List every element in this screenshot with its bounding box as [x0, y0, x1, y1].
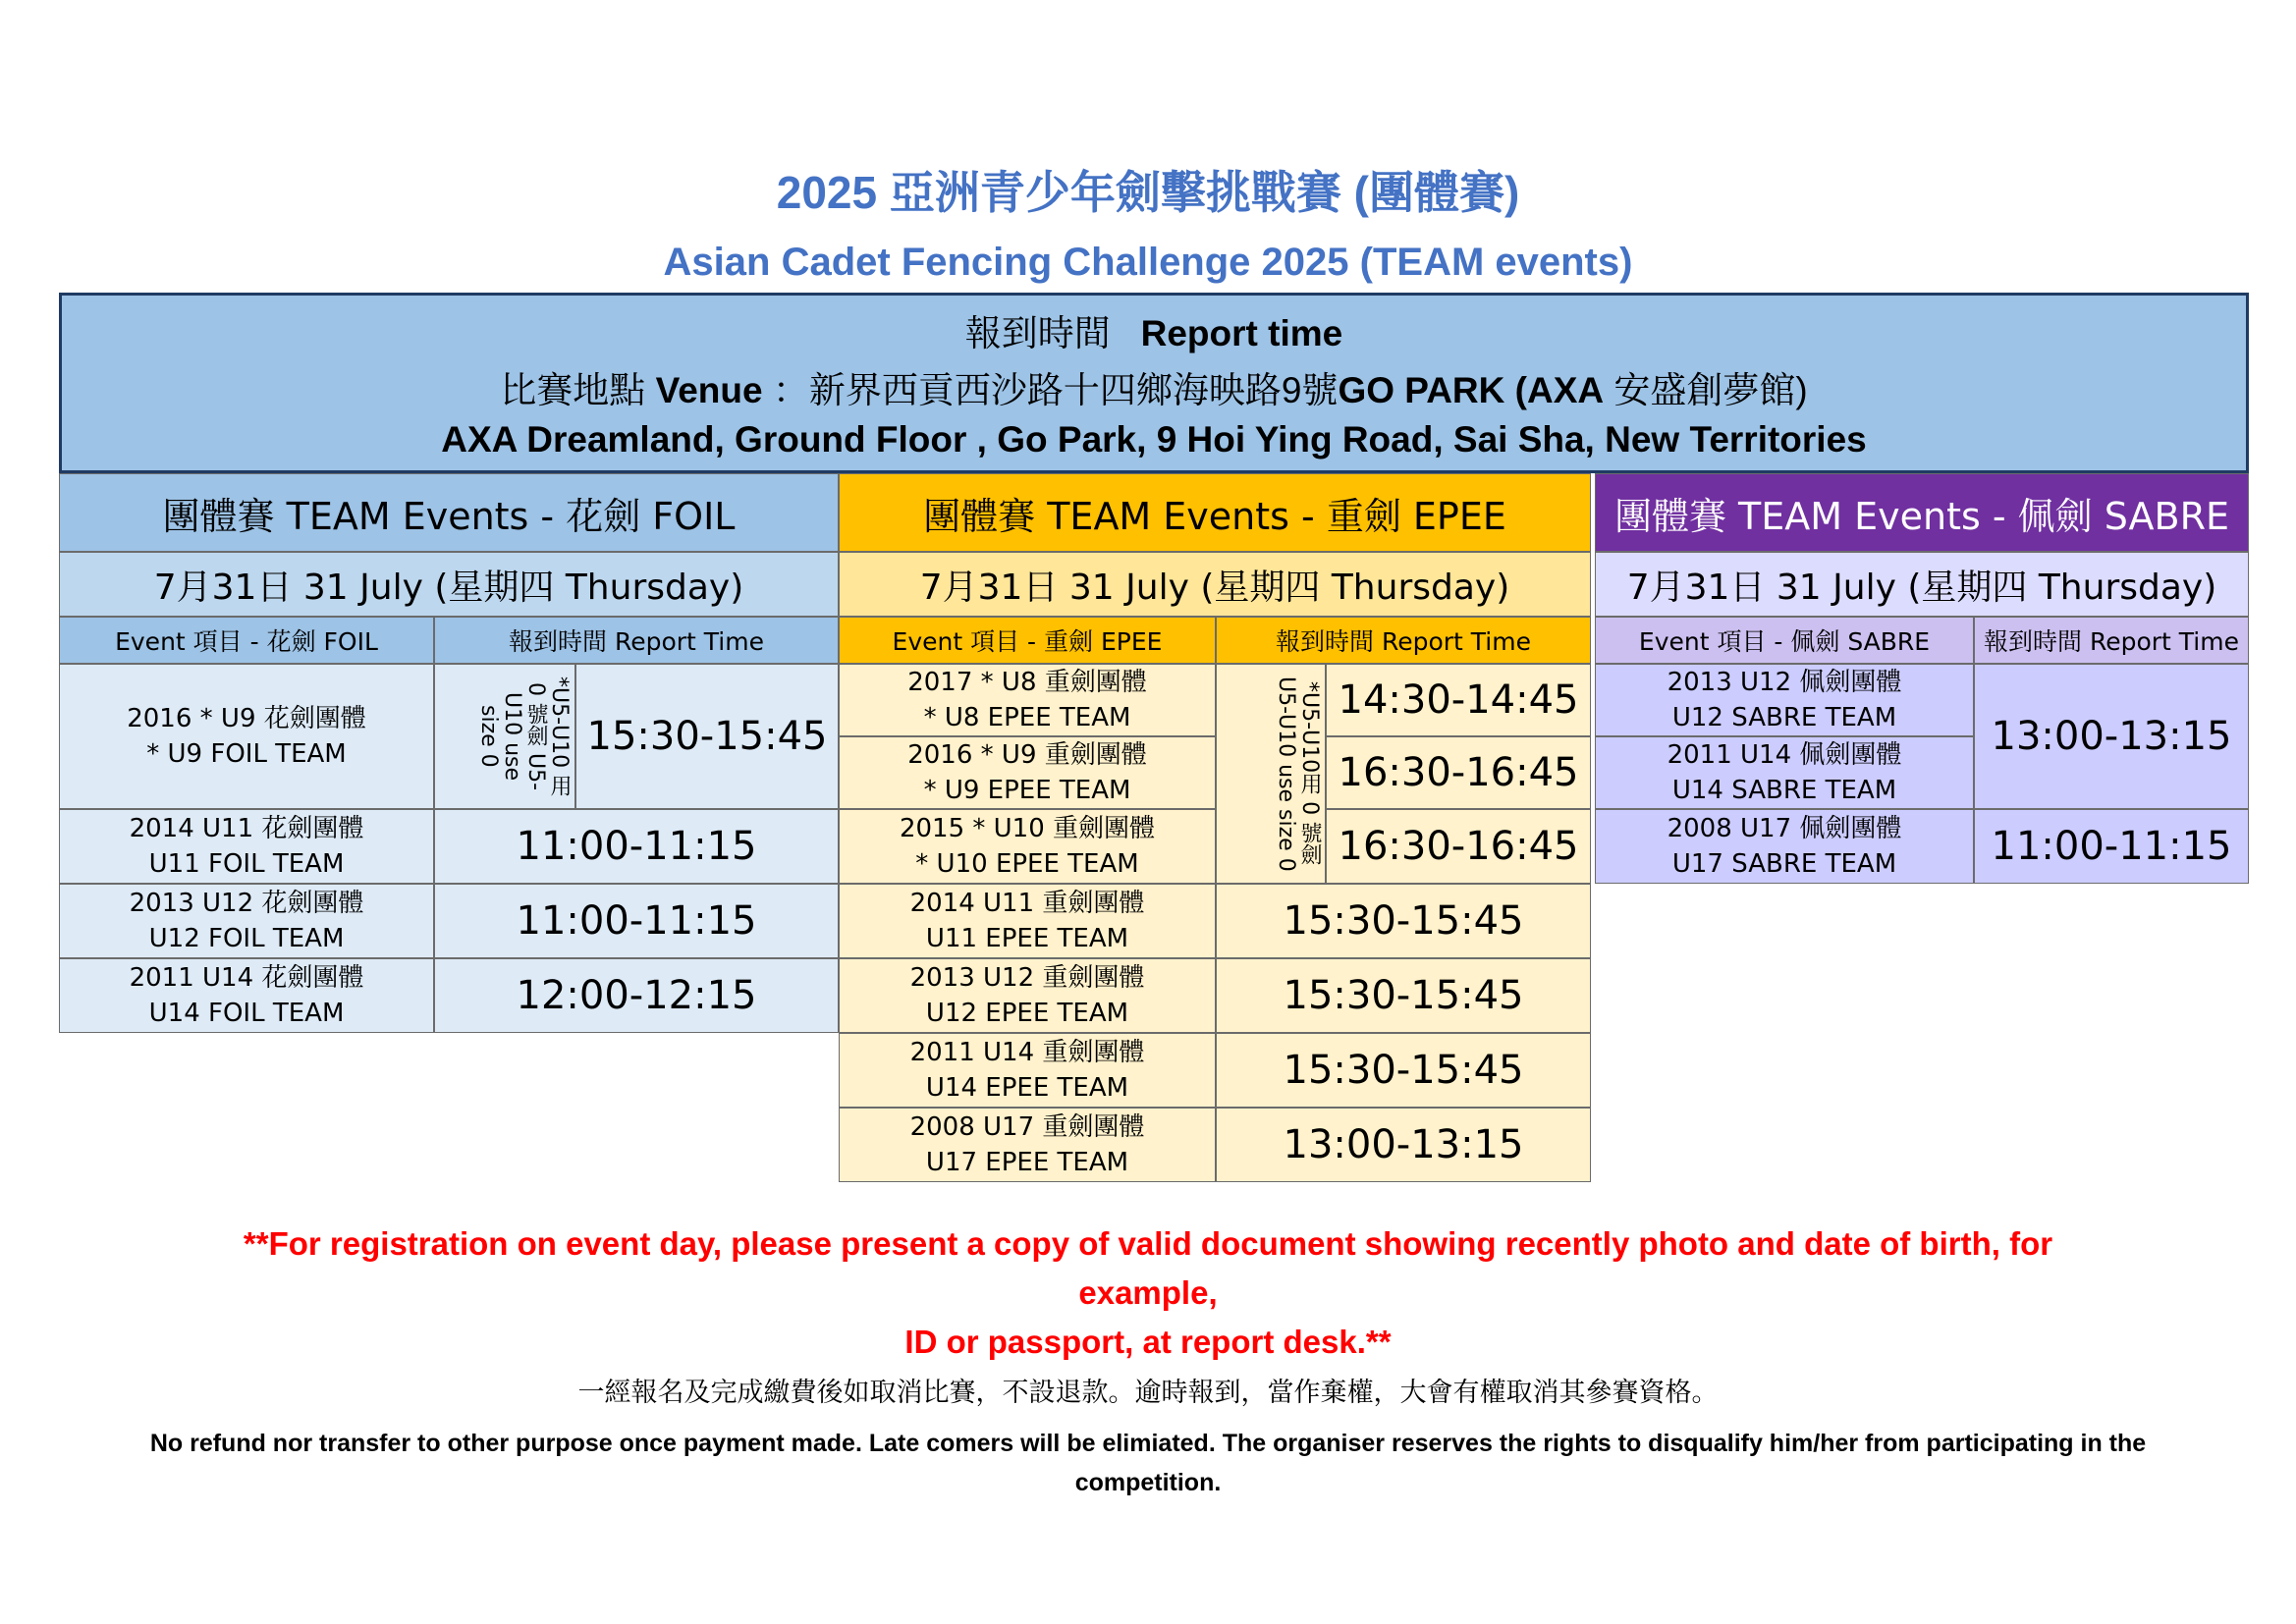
epee-row-time: 16:30-16:45 [1326, 809, 1591, 884]
epee-size-note: *U5-U10用 0 號劍 U5-U10 use size 0 [1216, 664, 1326, 884]
sabre-date: 7月31日 31 July (星期四 Thursday) [1595, 552, 2249, 617]
epee-row-event-en: U17 EPEE TEAM [925, 1148, 1129, 1177]
report-time-en: Report time [1140, 313, 1343, 353]
foil-row-time: 11:00-11:15 [434, 809, 839, 884]
epee-row-event-zh: 2016 * U9 重劍團體 [907, 740, 1147, 770]
epee-row-event-en: U11 EPEE TEAM [925, 924, 1129, 953]
sabre-row-event [1595, 736, 1974, 809]
epee-row-event-zh: 2011 U14 重劍團體 [909, 1038, 1145, 1067]
epee-row-event-zh: 2015 * U10 重劍團體 [899, 814, 1156, 843]
sabre-row-event-en: U12 SABRE TEAM [1671, 703, 1897, 732]
foil-row-time: 15:30-15:45 [575, 664, 839, 809]
epee-col-event: Event 項目 - 重劍 EPEE [839, 617, 1216, 664]
venue-address-en: AXA Dreamland, Ground Floor , Go Park, 9 Hoi Ying Road, Sai Sha, New Territories [441, 419, 1867, 460]
epee-row-time: 15:30-15:45 [1216, 958, 1591, 1033]
epee-row-event-en: U14 EPEE TEAM [925, 1073, 1129, 1103]
foil-size-note: *U5-U10 用 0 號劍 U5-U10 use size 0 [434, 664, 575, 809]
epee-row-event [839, 884, 1216, 958]
epee-header: 團體賽 TEAM Events - 重劍 EPEE [839, 473, 1591, 552]
sabre-row-event-en: U14 SABRE TEAM [1671, 776, 1897, 805]
epee-row-time: 15:30-15:45 [1216, 1033, 1591, 1108]
foil-row-event [59, 958, 434, 1033]
foil-header: 團體賽 TEAM Events - 花劍 FOIL [59, 473, 839, 552]
page-subtitle: Asian Cadet Fencing Challenge 2025 (TEAM events) [663, 241, 1633, 284]
epee-row-event [839, 958, 1216, 1033]
epee-row-event-zh: 2014 U11 重劍團體 [909, 889, 1145, 918]
epee-row-event-en: U12 EPEE TEAM [925, 999, 1129, 1028]
epee-row-event [839, 1108, 1216, 1182]
epee-col-time: 報到時間 Report Time [1216, 617, 1591, 664]
sabre-col-time: 報到時間 Report Time [1974, 617, 2249, 664]
foil-row-event [59, 664, 434, 809]
sabre-row-event [1595, 664, 1974, 736]
venue-prefix: 比賽地點 [500, 370, 646, 410]
registration-note-line1: **For registration on event day, please present a copy of valid document showing recently photo and date of birth, for [243, 1225, 2053, 1262]
page-title: 2025 亞洲青少年劍擊挑戰賽 (團體賽) [776, 167, 1520, 218]
report-time-heading [62, 303, 2246, 356]
registration-note-line3: ID or passport, at report desk.** [904, 1324, 1392, 1360]
venue-address-zh2: 安盛創夢館) [1613, 370, 1808, 410]
foil-row-event-zh: 2016 * U9 花劍團體 [127, 704, 366, 733]
epee-row-event-zh: 2017 * U8 重劍團體 [907, 668, 1147, 697]
sabre-row-event-zh: 2011 U14 佩劍團體 [1667, 740, 1902, 770]
epee-row-event-en: * U10 EPEE TEAM [915, 849, 1139, 879]
sabre-row-event-en: U17 SABRE TEAM [1671, 849, 1897, 879]
epee-row-event [839, 809, 1216, 884]
foil-row-event-en: U11 FOIL TEAM [148, 849, 345, 879]
epee-row-event [839, 664, 1216, 736]
foil-row-event-en: * U9 FOIL TEAM [146, 739, 347, 769]
epee-row-time: 13:00-13:15 [1216, 1108, 1591, 1182]
foil-row-time: 11:00-11:15 [434, 884, 839, 958]
epee-row-event [839, 736, 1216, 809]
foil-row-event-en: U14 FOIL TEAM [148, 999, 345, 1028]
epee-date: 7月31日 31 July (星期四 Thursday) [839, 552, 1591, 617]
epee-row-event-en: * U8 EPEE TEAM [923, 703, 1131, 732]
epee-row-event [839, 1033, 1216, 1108]
foil-col-event: Event 項目 - 花劍 FOIL [59, 617, 434, 664]
venue-banner [59, 293, 2249, 473]
venue-gopark: GO PARK (AXA [1338, 370, 1605, 410]
venue-address-zh: ：新界西貢西沙路十四鄉海映路9號 [772, 370, 1339, 410]
sabre-row-event-zh: 2013 U12 佩劍團體 [1667, 668, 1902, 697]
foil-row-event [59, 884, 434, 958]
epee-row-time: 15:30-15:45 [1216, 884, 1591, 958]
registration-note-line2: example, [1078, 1274, 1218, 1311]
epee-row-event-zh: 2008 U17 重劍團體 [909, 1112, 1145, 1142]
epee-row-event-zh: 2013 U12 重劍團體 [909, 963, 1145, 993]
sabre-row-time: 11:00-11:15 [1974, 809, 2249, 884]
epee-row-event-en: * U9 EPEE TEAM [923, 776, 1131, 805]
sabre-header: 團體賽 TEAM Events - 佩劍 SABRE [1595, 473, 2249, 552]
sabre-col-event: Event 項目 - 佩劍 SABRE [1595, 617, 1974, 664]
epee-row-time: 16:30-16:45 [1326, 736, 1591, 809]
refund-note-en: No refund nor transfer to other purpose once payment made. Late comers will be elimiated. The organiser reserves the rights to disqualify him/her from participating in the competition. [149, 1430, 2147, 1496]
foil-row-event-en: U12 FOIL TEAM [148, 924, 345, 953]
sabre-row-time: 13:00-13:15 [1974, 664, 2249, 809]
foil-row-event [59, 809, 434, 884]
foil-row-event-zh: 2013 U12 花劍團體 [129, 889, 364, 918]
venue-line [62, 360, 2246, 413]
sabre-row-event [1595, 809, 1974, 884]
epee-row-time: 14:30-14:45 [1326, 664, 1591, 736]
foil-row-event-zh: 2014 U11 花劍團體 [129, 814, 364, 843]
sabre-row-event-zh: 2008 U17 佩劍團體 [1667, 814, 1902, 843]
report-time-zh: 報到時間 [964, 313, 1111, 353]
foil-date: 7月31日 31 July (星期四 Thursday) [59, 552, 839, 617]
foil-row-event-zh: 2011 U14 花劍團體 [129, 963, 364, 993]
venue-label: Venue [655, 370, 763, 410]
foil-col-time: 報到時間 Report Time [434, 617, 839, 664]
foil-row-time: 12:00-12:15 [434, 958, 839, 1033]
refund-note-zh: 一經報名及完成繳費後如取消比賽，不設退款。逾時報到，當作棄權，大會有權取消其參賽資格。 [577, 1378, 1719, 1408]
